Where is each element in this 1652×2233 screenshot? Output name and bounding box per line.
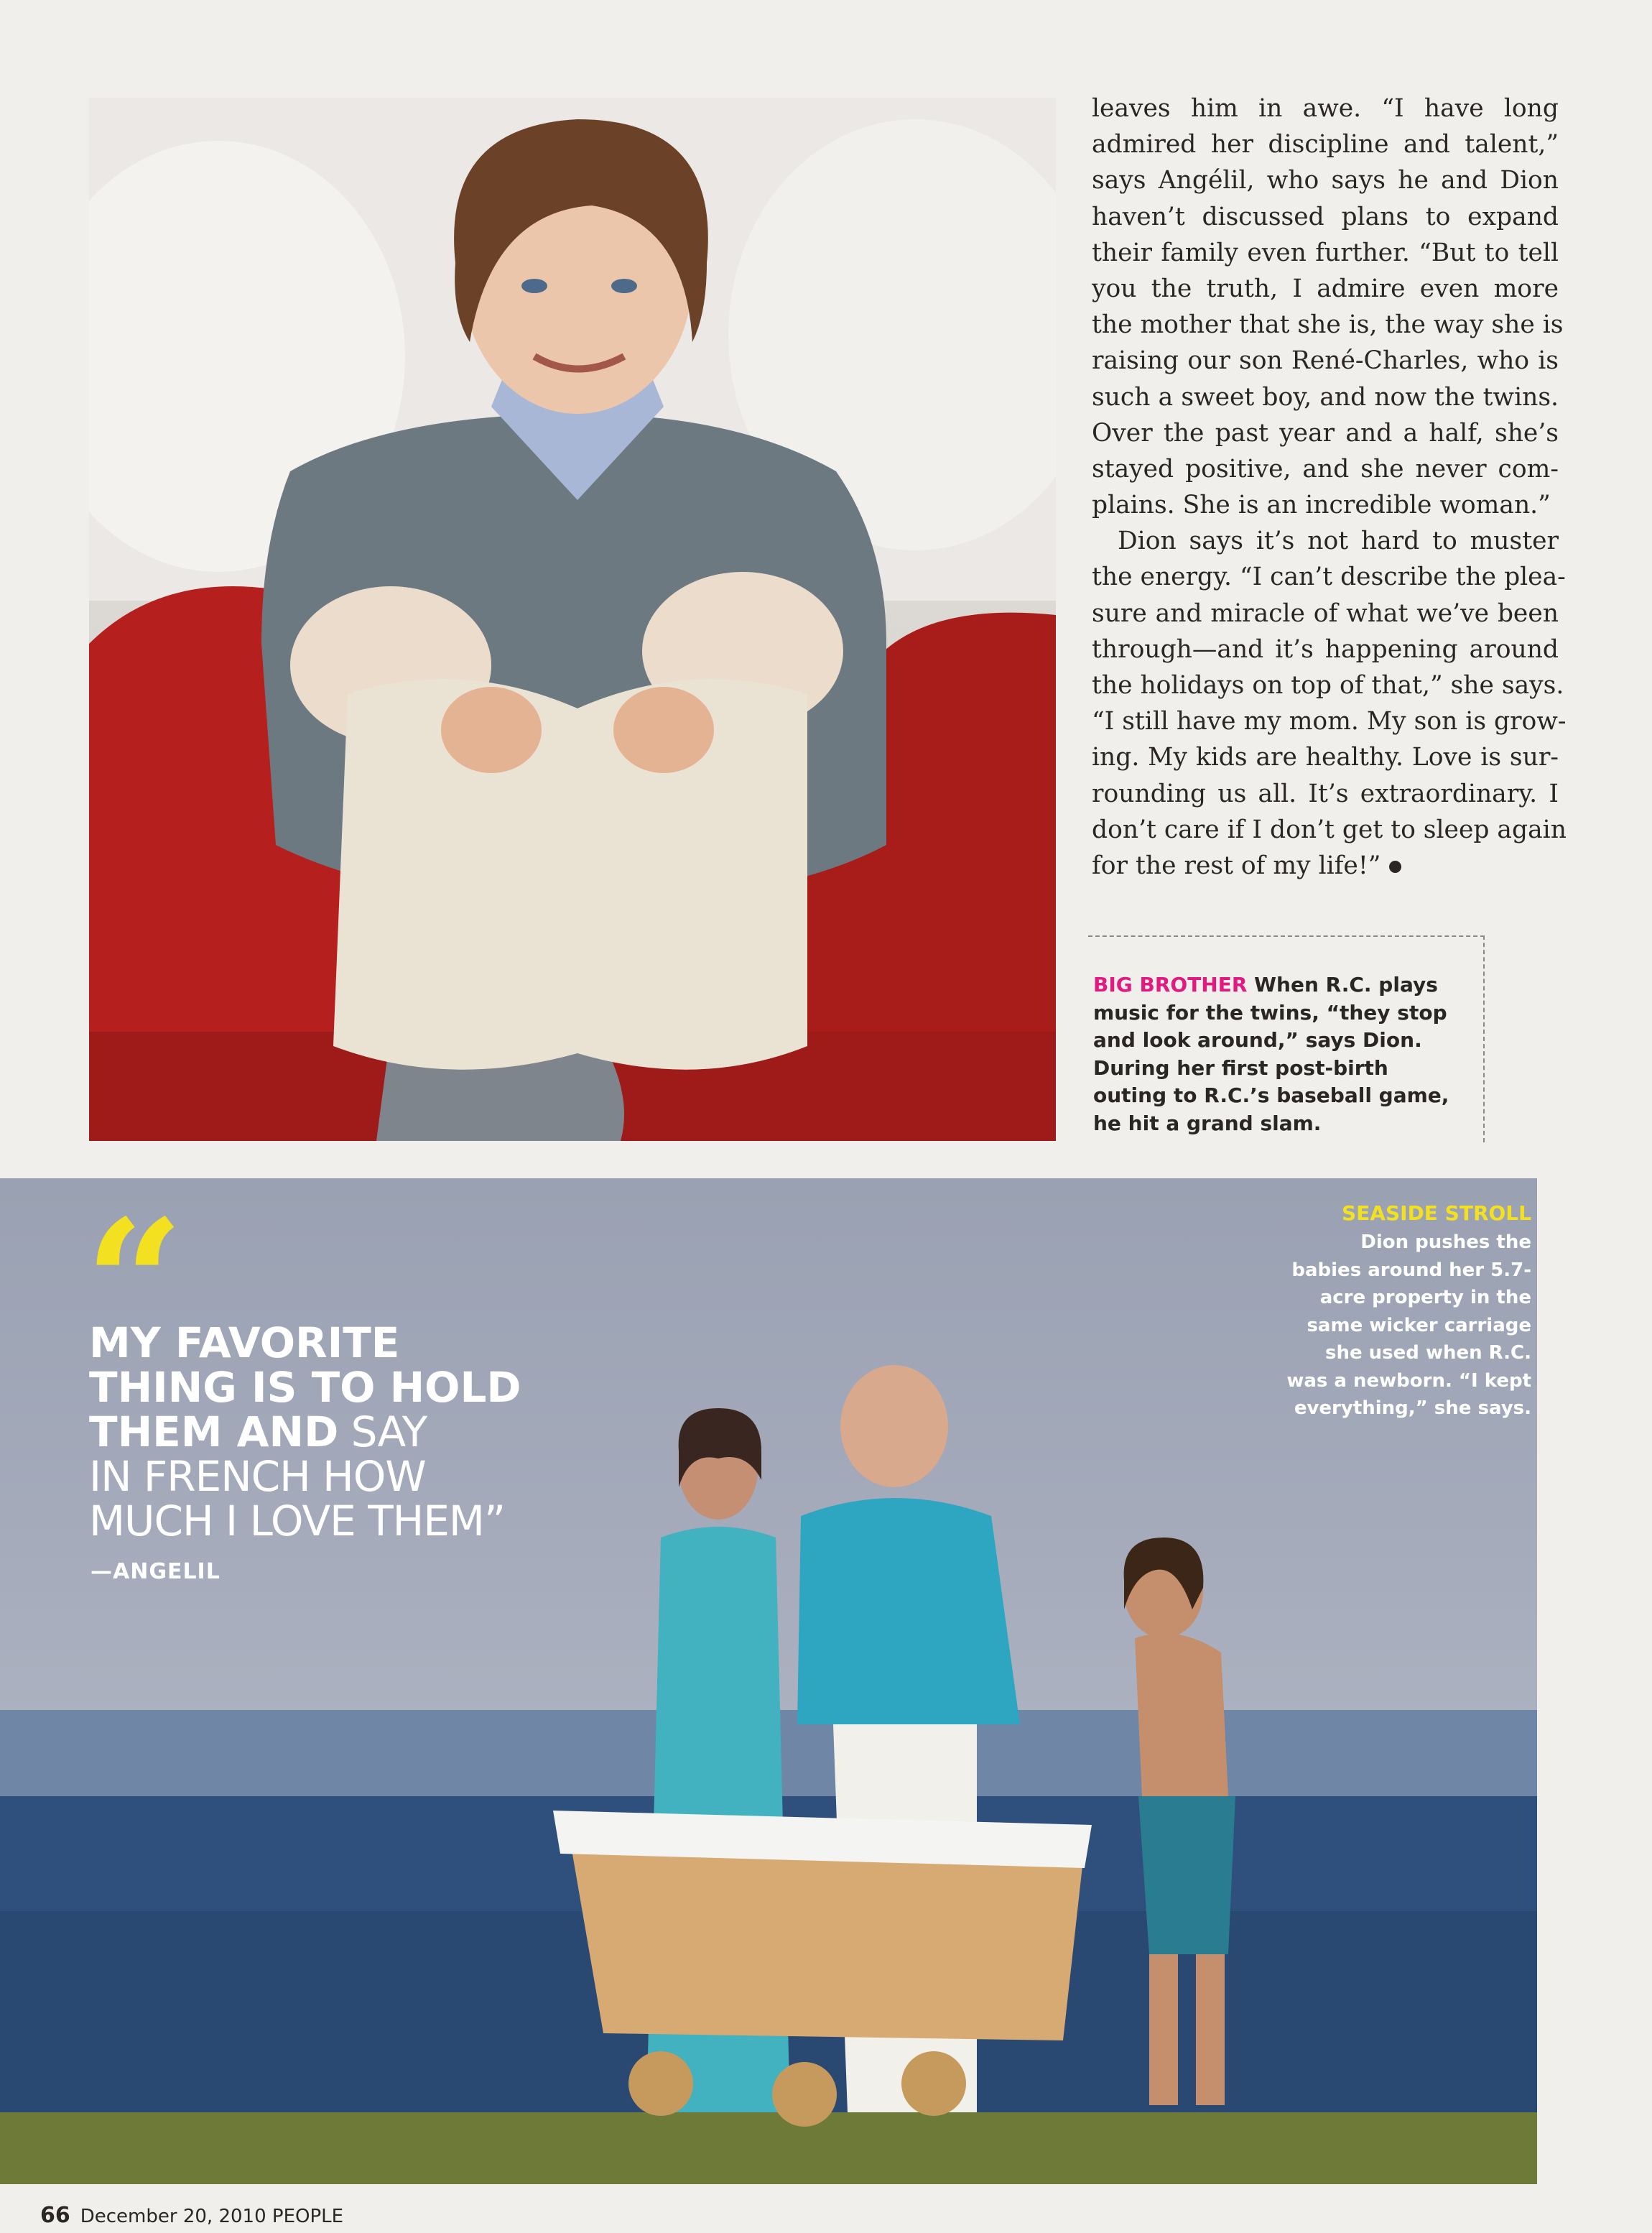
issue-info: December 20, 2010 PEOPLE <box>80 2206 344 2227</box>
caption-line: same wicker carriage <box>1307 1314 1531 1336</box>
caption-line: and look around,” says Dion. <box>1093 1028 1422 1052</box>
article-line: the energy. “I can’t describe the plea- <box>1092 563 1566 592</box>
caption-line: music for the twins, “they stop <box>1093 1000 1447 1025</box>
article-line: raising our son René-Charles, who is <box>1092 346 1559 376</box>
pull-quote <box>89 1318 592 1545</box>
photo-boy-holding-twins-illustration <box>89 98 1056 1141</box>
pull-quote-line: MY FAVORITE <box>89 1318 400 1367</box>
article-line: sure and miracle of what we’ve been <box>1092 598 1559 628</box>
page-number: 66 <box>40 2203 70 2228</box>
pull-quote-line-mixed <box>89 1407 592 1456</box>
page-footer <box>40 2203 343 2228</box>
article-line: their family even further. “But to tell <box>1092 238 1559 267</box>
article-line: don’t care if I don’t get to sleep again <box>1092 815 1567 844</box>
article-line: plains. She is an incredible woman.” <box>1092 491 1551 520</box>
pull-quote-mark: “ <box>85 1182 170 1384</box>
article-line: Dion says it’s not hard to muster <box>1118 527 1559 556</box>
caption-line: When R.C. plays <box>1247 973 1438 997</box>
article-line: stayed positive, and she never com- <box>1092 454 1559 484</box>
end-of-story-bullet-icon <box>1389 861 1401 873</box>
article-line: ing. My kids are healthy. Love is sur- <box>1092 743 1559 772</box>
caption-line: he hit a grand slam. <box>1093 1111 1322 1135</box>
caption-seaside-stroll <box>1230 1229 1531 1423</box>
article-body <box>1092 91 1567 884</box>
article-line: admired her discipline and talent,” <box>1092 130 1559 160</box>
caption-seaside-stroll-label: SEASIDE STROLL <box>1342 1201 1531 1225</box>
caption-line: she used when R.C. <box>1324 1342 1531 1364</box>
caption-label: BIG BROTHER <box>1093 973 1248 997</box>
article-line: the mother that she is, the way she is <box>1092 310 1564 340</box>
article-line-final-text: for the rest of my life!” <box>1092 851 1381 880</box>
article-line: the holidays on top of that,” she says. <box>1092 671 1564 700</box>
pull-quote-line: THING IS TO HOLD <box>89 1363 521 1412</box>
caption-big-brother <box>1093 971 1452 1137</box>
pull-quote-light-part: SAY <box>338 1407 427 1456</box>
article-line: says Angélil, who says he and Dion <box>1092 166 1559 195</box>
pull-quote-attribution: —ANGELIL <box>91 1559 221 1584</box>
caption-line: babies around her 5.7- <box>1291 1259 1531 1281</box>
article-line: haven’t discussed plans to expand <box>1092 202 1559 231</box>
pull-quote-strong-part: THEM AND <box>89 1407 339 1456</box>
article-line: you the truth, I admire even more <box>1092 274 1559 303</box>
caption-line: everything,” she says. <box>1294 1397 1531 1419</box>
caption-line: was a newborn. “I kept <box>1286 1369 1531 1392</box>
photo-boy-holding-twins <box>89 98 1056 1141</box>
article-line: “I still have my mom. My son is grow- <box>1092 707 1567 736</box>
pull-quote-line: MUCH I LOVE THEM” <box>89 1497 506 1545</box>
article-line: such a sweet boy, and now the twins. <box>1092 382 1559 412</box>
caption-line: Dion pushes the <box>1360 1231 1531 1253</box>
article-line: Over the past year and a half, she’s <box>1092 418 1559 448</box>
caption-line: outing to R.C.’s baseball game, <box>1093 1083 1449 1107</box>
caption-line: acre property in the <box>1319 1287 1531 1308</box>
pull-quote-line: IN FRENCH HOW <box>89 1452 426 1501</box>
article-line: rounding us all. It’s extraordinary. I <box>1092 779 1559 808</box>
article-line: leaves him in awe. “I have long <box>1092 94 1559 123</box>
article-line: through—and it’s happening around <box>1092 634 1559 664</box>
article-line-final <box>1092 848 1559 884</box>
caption-line: During her first post-birth <box>1093 1055 1388 1080</box>
